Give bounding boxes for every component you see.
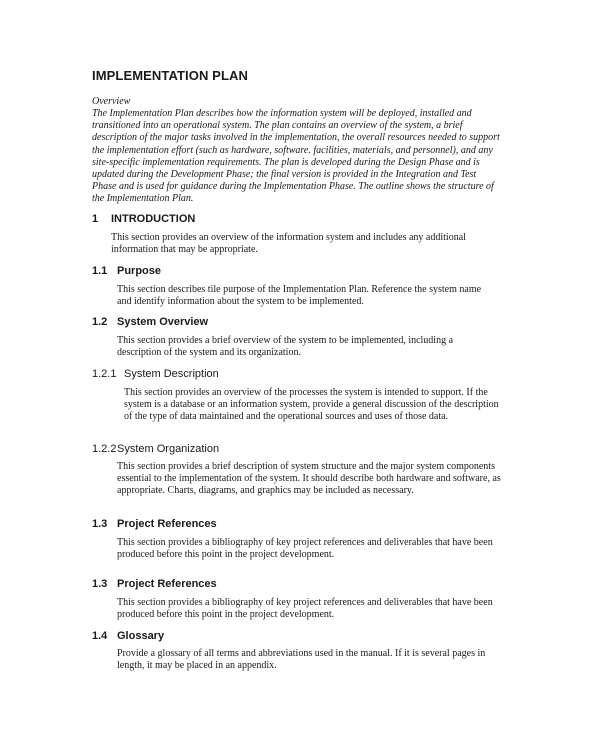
section-title: System Description: [124, 368, 219, 380]
section-text-project-references: This section provides a bibliography of key project references and deliverables that have been produced before this point in the project development.: [117, 537, 493, 561]
section-heading-project-references-2: [92, 578, 217, 590]
section-title: Purpose: [117, 265, 162, 277]
section-number: 1.3: [92, 518, 108, 530]
section-heading-purpose: [92, 265, 161, 277]
section-heading-glossary: [92, 630, 164, 642]
section-text-introduction: This section provides an overview of the information system and includes any additional information that may be appropriate.: [111, 232, 466, 256]
section-number: 1.3: [92, 578, 108, 590]
overview-label: Overview: [92, 96, 131, 107]
section-heading-system-description: [92, 368, 219, 380]
section-text-project-references-2: This section provides a bibliography of key project references and deliverables that have been produced before this point in the project development.: [117, 597, 493, 621]
document-title: IMPLEMENTATION PLAN: [92, 68, 248, 83]
section-number: 1.4: [92, 630, 108, 642]
section-number: 1.2.1: [92, 368, 117, 380]
section-heading-project-references: [92, 518, 217, 530]
section-number: 1.1: [92, 265, 108, 277]
section-heading-system-organization: [92, 443, 219, 455]
section-title: System Overview: [117, 316, 209, 328]
section-text-purpose: This section describes tile purpose of the Implementation Plan. Reference the system name and identify information about the system to be implemented.: [117, 284, 482, 308]
section-title: INTRODUCTION: [111, 213, 196, 225]
section-number: 1.2: [92, 316, 108, 328]
section-title: System Organization: [117, 443, 220, 455]
section-text-system-organization: This section provides a brief description of system structure and the major system components essential to the implementation of the system. It should describe both hardware and software, as appropriate. Charts, diagrams, and graphics may be included as necessary.: [117, 461, 501, 497]
section-heading-introduction: [92, 213, 195, 225]
section-number: 1: [92, 213, 99, 225]
section-text-glossary: Provide a glossary of all terms and abbreviations used in the manual. If it is several pages in length, it may be placed in an appendix.: [117, 648, 486, 672]
overview-paragraph: The Implementation Plan describes how the information system will be deployed, installed and transitioned into an operational system. The plan contains an overview of the system, a brief description of the major tasks involved in the implementation, the overall resources needed to support the implementation effort (such as hardware, software. facilities, materials, and personnel), and any site-specific implementation requirements. The plan is developed during the Design Phase and is updated during the Development Phase; the final version is provided in the Integration and Test Phase and is used for guidance during the Implementation Phase. The outline shows the structure of the Implementation Plan.: [92, 108, 500, 205]
section-title: Project References: [117, 578, 217, 590]
section-text-system-overview: This section provides a brief overview of the system to be implemented, including a description of the system and its organization.: [117, 335, 454, 359]
section-heading-system-overview: [92, 316, 208, 328]
section-number: 1.2.2: [92, 443, 117, 455]
section-text-system-description: This section provides an overview of the processes the system is intended to support. If the system is a database or an information system, provide a general discussion of the description of the type of data maintained and the operational sources and uses of those data.: [124, 387, 499, 423]
section-title: Project References: [117, 518, 217, 530]
section-title: Glossary: [117, 630, 165, 642]
